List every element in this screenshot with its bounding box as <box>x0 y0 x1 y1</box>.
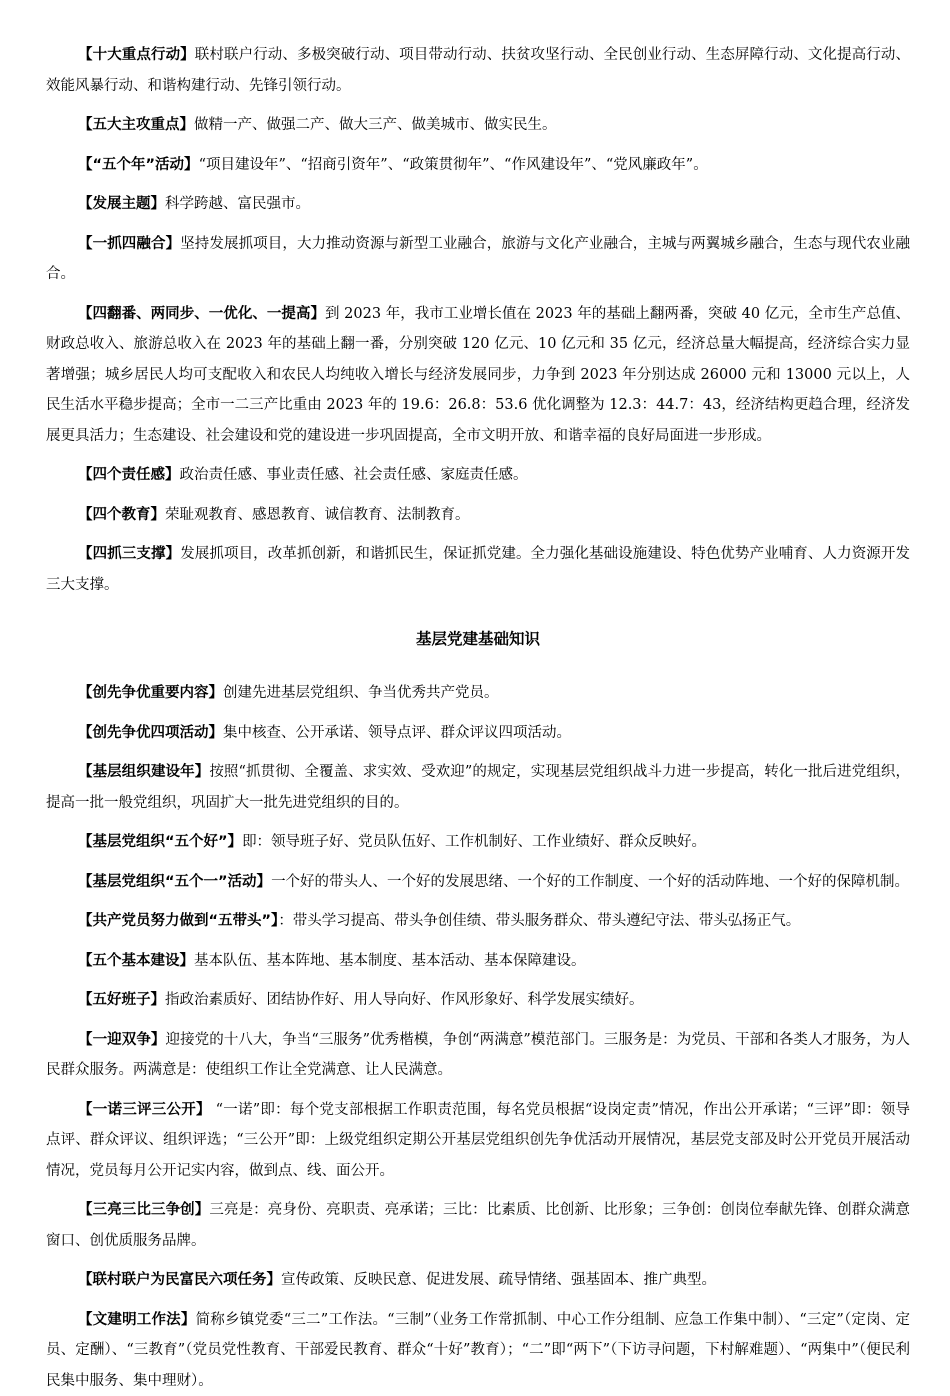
body-text: “一诺”即：每个党支部根据工作职责范围，每名党员根据“设岗定责”情况，作出公开承诺；“三评”即：领导点评、群众评议、组织评选；“三公开”即：上级党组织定期公开基层党组织创先争优活动开展情况，基层党支部及时公开党员开展活动情况，党员每月公开记实内容，做到点、线、面公开。 <box>46 1102 910 1179</box>
term: 【基层党组织“五个好”】 <box>78 834 242 850</box>
paragraph-six-tasks <box>46 1265 910 1296</box>
body-text: 荣耻观教育、感恩教育、诚信教育、法制教育。 <box>165 507 470 523</box>
paragraph-one-welcome-two-strive <box>46 1025 910 1086</box>
body-text: 坚持发展抓项目，大力推动资源与新型工业融合，旅游与文化产业融合，主城与两翼城乡融合，生态与现代农业融合。 <box>46 236 910 283</box>
term: 【五好班子】 <box>78 992 165 1008</box>
term: 【四抓三支撑】 <box>78 546 180 562</box>
body-text: 按照“抓贯彻、全覆盖、求实效、受欢迎”的规定，实现基层党组织战斗力进一步提高，转化一批后进党组织，提高一批一般党组织，巩固扩大一批先进党组织的目的。 <box>46 764 910 811</box>
paragraph-four-educations <box>46 500 910 531</box>
term: 【发展主题】 <box>78 196 165 212</box>
body-text: 联村联户行动、多极突破行动、项目带动行动、扶贫攻坚行动、全民创业行动、生态屏障行动、文化提高行动、效能风暴行动、和谐构建行动、先锋引领行动。 <box>46 47 910 94</box>
section-key-actions <box>46 40 910 600</box>
paragraph-organization-year <box>46 757 910 818</box>
paragraph-four-responsibilities <box>46 460 910 491</box>
term: 【文建明工作法】 <box>78 1312 196 1328</box>
body-text: 基本队伍、基本阵地、基本制度、基本活动、基本保障建设。 <box>194 953 586 969</box>
term: 【基层组织建设年】 <box>78 764 209 780</box>
paragraph-five-years <box>46 150 910 181</box>
term: 【共产党员努力做到“五带头”】 <box>78 913 278 929</box>
body-text: 科学跨越、富民强市。 <box>165 196 310 212</box>
term: 【五个基本建设】 <box>78 953 194 969</box>
body-text: ：带头学习提高、带头争创佳绩、带头服务群众、带头遵纪守法、带头弘扬正气。 <box>278 913 800 929</box>
term: 【一抓四融合】 <box>78 236 180 252</box>
paragraph-excellence-content <box>46 678 910 709</box>
body-text: 发展抓项目，改革抓创新，和谐抓民生，保证抓党建。全力强化基础设施建设、特色优势产业哺育、人力资源开发三大支撑。 <box>46 546 910 593</box>
body-text: 创建先进基层党组织、争当优秀共产党员。 <box>223 685 499 701</box>
term: 【“五个年”活动】 <box>78 157 199 173</box>
paragraph-four-three-supports <box>46 539 910 600</box>
body-text: 一个好的带头人、一个好的发展思绪、一个好的工作制度、一个好的活动阵地、一个好的保障机制。 <box>271 874 909 890</box>
paragraph-five-leads <box>46 906 910 937</box>
paragraph-four-activities <box>46 718 910 749</box>
paragraph-five-constructions <box>46 946 910 977</box>
section-heading: 基层党建基础知识 <box>46 624 910 654</box>
term: 【创先争优四项活动】 <box>78 725 223 741</box>
paragraph-ten-actions <box>46 40 910 101</box>
term: 【一迎双争】 <box>78 1032 166 1048</box>
paragraph-four-integrations <box>46 229 910 290</box>
paragraph-work-method <box>46 1305 910 1396</box>
term: 【三亮三比三争创】 <box>78 1202 209 1218</box>
body-text: 做精一产、做强二产、做大三产、做美城市、做实民生。 <box>194 117 557 133</box>
paragraph-five-focus <box>46 110 910 141</box>
term: 【联村联户为民富民六项任务】 <box>78 1272 281 1288</box>
term: 【十大重点行动】 <box>78 47 195 63</box>
body-text: 到 2023 年，我市工业增长值在 2023 年的基础上翻两番，突破 40 亿元，全市生产总值、财政总收入、旅游总收入在 2023 年的基础上翻一番，分别突破 120 亿元、10 亿元和 35 亿元，经济总量大幅提高，经济综合实力显著增强；城乡居民人均可支配收入和农民人均纯收入增长与经济发展同步，力争到 2023 年分别达成 26000 元和 13000 元以上，人民生活水平稳步提高；全市一二三产比重由 2023 年的 19.6：26.8：53.6 优化调整为 12.3：44.7：43，经济结构更趋合理，经济发展更具活力；生态建设、社会建设和党的建设进一步巩固提高，全市文明开放、和谐幸福的良好局面进一步形成。 <box>46 306 910 444</box>
body-text: 简称乡镇党委“三二”工作法。“三制”（业务工作常抓制、中心工作分组制、应急工作集中制）、“三定”（定岗、定员、定酬）、“三教育”（党员党性教育、干部爱民教育、群众“十好”教育）；“二”即“两下”（下访寻问题，下村解难题）、“两集中”（便民利民集中服务、集中理财）。 <box>46 1312 910 1389</box>
term: 【四个教育】 <box>78 507 165 523</box>
term: 【创先争优重要内容】 <box>78 685 223 701</box>
term: 【四个责任感】 <box>78 467 180 483</box>
paragraph-five-ones <box>46 867 910 898</box>
term: 【五大主攻重点】 <box>78 117 194 133</box>
body-text: 指政治素质好、团结协作好、用人导向好、作风形象好、科学发展实绩好。 <box>165 992 644 1008</box>
paragraph-three-shows <box>46 1195 910 1256</box>
body-text: 集中核查、公开承诺、领导点评、群众评议四项活动。 <box>223 725 571 741</box>
paragraph-development-theme <box>46 189 910 220</box>
body-text: 三亮是：亮身份、亮职责、亮承诺；三比：比素质、比创新、比形象；三争创：创岗位奉献先锋、创群众满意窗口、创优质服务品牌。 <box>46 1202 910 1249</box>
body-text: 即：领导班子好、党员队伍好、工作机制好、工作业绩好、群众反映好。 <box>242 834 706 850</box>
term: 【一诺三评三公开】 <box>78 1102 211 1118</box>
paragraph-promise-reviews <box>46 1095 910 1187</box>
paragraph-four-doublings <box>46 299 910 452</box>
paragraph-five-good-teams <box>46 985 910 1016</box>
paragraph-five-goods <box>46 827 910 858</box>
body-text: 政治责任感、事业责任感、社会责任感、家庭责任感。 <box>180 467 528 483</box>
term: 【基层党组织“五个一”活动】 <box>78 874 271 890</box>
body-text: 迎接党的十八大，争当“三服务”优秀楷模，争创“两满意”模范部门。三服务是：为党员、干部和各类人才服务，为人民群众服务。两满意是：使组织工作让全党满意、让人民满意。 <box>46 1032 910 1079</box>
section-party-basics <box>46 678 910 1396</box>
body-text: “项目建设年”、“招商引资年”、“政策贯彻年”、“作风建设年”、“党风廉政年”。 <box>199 157 708 173</box>
term: 【四翻番、两同步、一优化、一提高】 <box>78 306 325 322</box>
body-text: 宣传政策、反映民意、促进发展、疏导情绪、强基固本、推广典型。 <box>281 1272 716 1288</box>
